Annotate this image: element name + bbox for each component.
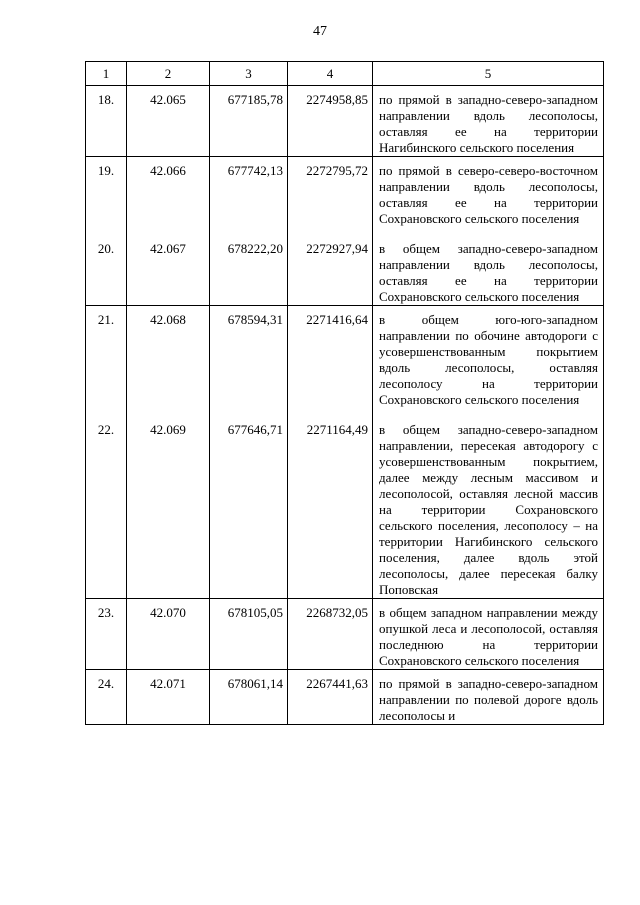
coordinate-y: 2267441,63 [306,676,368,691]
table-row [86,599,604,670]
point-id-cell [127,86,210,157]
row-number: 24. [97,676,115,691]
coordinate-x: 677185,78 [227,92,283,107]
coordinate-y: 2272927,94 [306,241,368,256]
table-header-row [86,62,604,86]
row-number: 22. [97,422,115,437]
boundary-description: по прямой в северо-северо-восточном направлении вдоль лесополосы, оставляя ее на территории Сохрановского сельского поселения [379,163,598,226]
column-header: 4 [288,62,373,86]
row-number-cell [86,86,127,157]
point-id: 42.067 [150,241,186,256]
coordinate-x: 677646,71 [227,422,283,437]
table-row [86,157,604,306]
row-number-cell [86,670,127,725]
table-row [86,86,604,157]
boundary-description-cell [373,157,604,306]
column-header: 2 [127,62,210,86]
boundary-description: по прямой в западно-северо-западном направлении вдоль лесополосы, оставляя ее на территории Нагибинского сельского поселения [379,92,598,155]
boundary-description: по прямой в западно-северо-западном направлении по полевой дороге вдоль лесополосы и [379,676,598,723]
coordinate-y: 2268732,05 [306,605,368,620]
coordinate-x-cell [210,306,288,599]
coordinate-y-cell [288,599,373,670]
coordinate-y-cell [288,157,373,306]
coordinate-x-cell [210,599,288,670]
point-id-cell [127,306,210,599]
row-number: 20. [97,241,115,256]
point-id: 42.068 [150,312,186,327]
point-id: 42.065 [150,92,186,107]
coordinate-y-cell [288,306,373,599]
coordinate-x: 678061,14 [227,676,283,691]
coordinate-x: 678594,31 [227,312,283,327]
row-number: 23. [97,605,115,620]
row-number-cell [86,306,127,599]
coordinate-x-cell [210,86,288,157]
coordinate-y-cell [288,670,373,725]
boundary-description-cell [373,670,604,725]
point-id: 42.071 [150,676,186,691]
row-number-cell [86,599,127,670]
column-header: 3 [210,62,288,86]
boundary-description-cell [373,306,604,599]
boundary-description-cell [373,86,604,157]
table-row [86,306,604,599]
boundary-description-cell [373,599,604,670]
point-id-cell [127,670,210,725]
coordinate-x: 678222,20 [227,241,283,256]
boundary-description: в общем юго-юго-западном направлении по обочине автодороги с усовершенствованным покрытием вдоль лесополосы, оставляя лесополосу на территории Сохрановского сельского поселения [379,312,598,407]
point-id-cell [127,157,210,306]
coordinate-x: 678105,05 [227,605,283,620]
row-number-cell [86,157,127,306]
row-number: 18. [97,92,115,107]
point-id: 42.069 [150,422,186,437]
coordinate-x: 677742,13 [227,163,283,178]
boundary-description: в общем западном направлении между опушкой леса и лесополосой, оставляя последнюю на территории Сохрановского сельского поселения [379,605,598,668]
row-number: 21. [97,312,115,327]
boundary-description: в общем западно-северо-западном направлении вдоль лесополосы, оставляя ее на территории Сохрановского сельского поселения [379,241,598,304]
coordinate-y: 2272795,72 [306,163,368,178]
row-number: 19. [97,163,115,178]
coordinate-x-cell [210,670,288,725]
point-id: 42.070 [150,605,186,620]
boundary-points-table [85,61,604,725]
boundary-description: в общем западно-северо-западном направлении, пересекая автодорогу с усовершенствованным покрытием, далее между лесным массивом и лесополосой, оставляя лесной массив на территории Сохрановского сельского поселения, лесополосу – на территории Нагибинского сельского поселения, далее вдоль этой лесополосы, далее пересекая балку Поповская [379,422,598,597]
coordinate-y: 2271416,64 [306,312,368,327]
coordinate-y: 2274958,85 [306,92,368,107]
point-id-cell [127,599,210,670]
table-row [86,670,604,725]
point-id: 42.066 [150,163,186,178]
coordinate-y-cell [288,86,373,157]
coordinate-x-cell [210,157,288,306]
column-header: 5 [373,62,604,86]
column-header: 1 [86,62,127,86]
coordinate-y: 2271164,49 [306,422,368,437]
page-number: 47 [313,24,327,39]
